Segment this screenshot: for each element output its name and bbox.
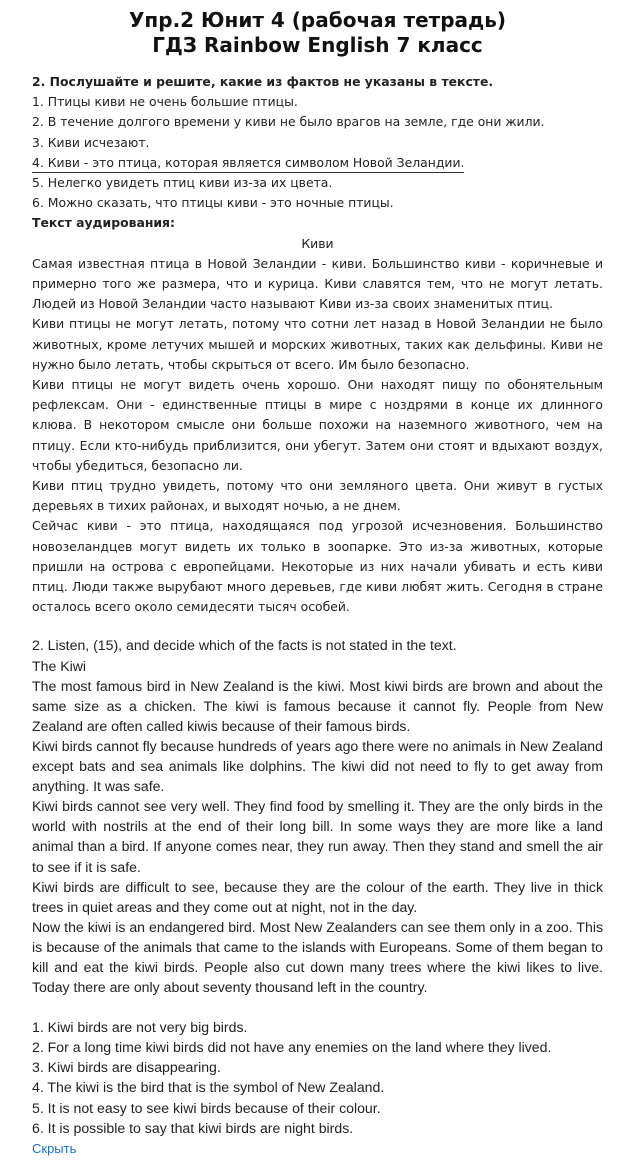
ru-audio-label: Текст аудирования: xyxy=(32,215,175,231)
spacer xyxy=(32,997,603,1017)
en-text-title: The Kiwi xyxy=(32,657,87,674)
ru-fact-6: 6. Можно сказать, что птицы киви - это ночные птицы. xyxy=(32,195,394,211)
en-fact-4: 4. The kiwi is the bird that is the symbol of New Zealand. xyxy=(32,1079,385,1096)
ru-text-title: Киви xyxy=(301,235,334,251)
en-paragraph-4: Kiwi birds are difficult to see, because they are the colour of the earth. They live in thick trees in quiet areas and they come out at night, not in the day. xyxy=(32,878,603,915)
en-paragraph-2: Kiwi birds cannot fly because hundreds of years ago there were no animals in New Zealand except bats and sea animals like dolphins. The kiwi did not need to fly to get away from anything. It was safe. xyxy=(32,737,603,795)
ru-fact-4-underlined: 4. Киви - это птица, которая является символом Новой Зеландии. xyxy=(32,154,464,173)
russian-section xyxy=(32,72,603,617)
title-line-1: Упр.2 Юнит 4 (рабочая тетрадь) xyxy=(129,8,506,32)
ru-paragraph-3: Киви птицы не могут видеть очень хорошо. Они находят пищу по обонятельным рефлексам. Они - единственные птицы в мире с ноздрями в конце их длинного клюва. В некотором смысле они больше похожи на наземного животного, чем на птицу. Если кто-нибудь приблизится, они убегут. Затем они стоят и вдыхают воздух, чтобы убедиться, безопасно ли. xyxy=(32,377,603,473)
ru-paragraph-2: Киви птицы не могут летать, потому что сотни лет назад в Новой Зеландии не было животных, кроме летучих мышей и морских животных, таких как дельфины. Киви не нужно было летать, чтобы скрыться от всего. Им было безопасно. xyxy=(32,316,603,372)
ru-fact-5: 5. Нелегко увидеть птиц киви из-за их цвета. xyxy=(32,175,333,191)
en-fact-5: 5. It is not easy to see kiwi birds because of their colour. xyxy=(32,1099,381,1116)
ru-paragraph-4: Киви птиц трудно увидеть, потому что они земляного цвета. Они живут в густых деревьях в тихих районах, и выходят ночью, а не днем. xyxy=(32,478,603,514)
ru-paragraph-1: Самая известная птица в Новой Зеландии - киви. Большинство киви - коричневые и примерно того же размера, что и курица. Киви славятся тем, что не могут летать. Людей из Новой Зеландии часто называют Киви из-за своих знаменитых птиц. xyxy=(32,255,603,312)
en-paragraph-3: Kiwi birds cannot see very well. They find food by smelling it. They are the only birds in the world with nostrils at the end of their long bill. In some ways they are more like a land animal than a bird. If anyone comes near, they run away. Then they stand and smell the air to see if it is safe. xyxy=(32,798,603,875)
en-fact-1: 1. Kiwi birds are not very big birds. xyxy=(32,1019,248,1036)
ru-task-heading: 2. Послушайте и решите, какие из фактов не указаны в тексте. xyxy=(32,74,494,89)
ru-fact-3: 3. Киви исчезают. xyxy=(32,134,150,150)
en-fact-6: 6. It is possible to say that kiwi birds are night birds. xyxy=(32,1119,354,1136)
ru-paragraph-5: Сейчас киви - это птица, находящаяся под угрозой исчезновения. Большинство новозеландцев могут видеть их только в зоопарке. Это из-за животных, которые пришли на острова с европейцами. Некоторые из них начали убивать и есть киви птиц. Люди также вырубают много деревьев, где киви любят жить. Сегодня в стране осталось всего около семидесяти тысяч особей. xyxy=(32,518,603,615)
hide-link[interactable]: Скрыть xyxy=(32,1140,77,1156)
ru-fact-1: 1. Птицы киви не очень большие птицы. xyxy=(32,94,298,110)
ru-fact-2: 2. В течение долгого времени у киви не было врагов на земле, где они жили. xyxy=(32,114,545,130)
en-task-heading: 2. Listen, (15), and decide which of the facts is not stated in the text. xyxy=(32,637,457,654)
title-line-2: ГДЗ Rainbow English 7 класс xyxy=(152,33,483,57)
english-section xyxy=(32,635,603,1158)
en-paragraph-5: Now the kiwi is an endangered bird. Most New Zealanders can see them only in a zoo. This is because of the animals that came to the islands with Europeans. Some of them began to kill and eat the kiwi birds. People also cut down many trees where the kiwi likes to live. Today there are only about seventy thousand left in the country. xyxy=(32,918,603,996)
en-paragraph-1: The most famous bird in New Zealand is the kiwi. Most kiwi birds are brown and about the same size as a chicken. The kiwi is famous because it cannot fly. People from New Zealand are often called kiwis because of their famous birds. xyxy=(32,677,603,734)
en-fact-2: 2. For a long time kiwi birds did not have any enemies on the land where they lived. xyxy=(32,1039,552,1056)
page-title xyxy=(32,8,603,58)
en-fact-3: 3. Kiwi birds are disappearing. xyxy=(32,1059,221,1076)
